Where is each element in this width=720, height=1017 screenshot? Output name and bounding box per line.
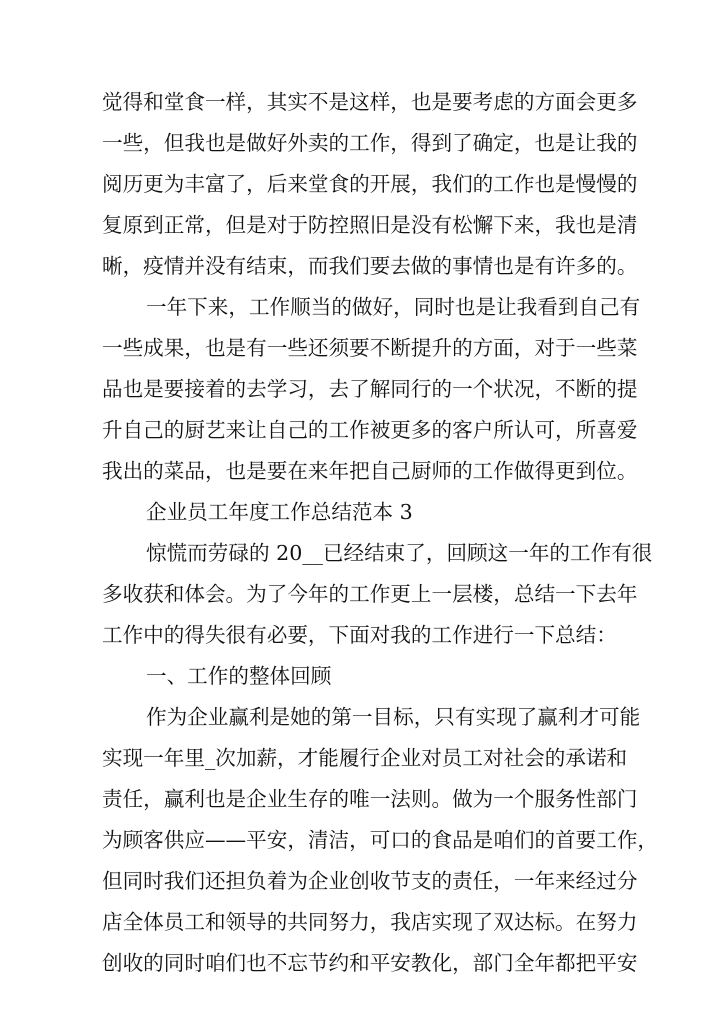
text-line: 实现一年里_次加薪，才能履行企业对员工对社会的承诺和 bbox=[102, 746, 628, 770]
text-line: 升自己的厨艺来让自己的工作被更多的客户所认可，所喜爱 bbox=[102, 418, 638, 442]
text-line: 店全体员工和领导的共同努力，我店实现了双达标。在努力 bbox=[102, 910, 638, 934]
text-line: 责任，赢利也是企业生存的唯一法则。做为一个服务性部门 bbox=[102, 787, 638, 811]
text-line: 一些成果，也是有一些还须要不断提升的方面，对于一些菜 bbox=[102, 336, 638, 360]
text-line: 觉得和堂食一样，其实不是这样，也是要考虑的方面会更多 bbox=[102, 90, 638, 114]
text-line: 创收的同时咱们也不忘节约和平安教化，部门全年都把平安 bbox=[102, 951, 638, 975]
text-line: 品也是要接着的去学习，去了解同行的一个状况，不断的提 bbox=[102, 377, 638, 401]
text-line: 工作中的得失很有必要，下面对我的工作进行一下总结： bbox=[102, 623, 617, 647]
subsection-heading: 一、工作的整体回顾 bbox=[146, 664, 332, 688]
section-heading: 企业员工年度工作总结范本 3 bbox=[146, 500, 413, 524]
text-line: 但同时我们还担负着为企业创收节支的责任，一年来经过分 bbox=[102, 869, 638, 893]
text-line: 一些，但我也是做好外卖的工作，得到了确定，也是让我的 bbox=[102, 131, 638, 155]
text-line: 多收获和体会。为了今年的工作更上一层楼，总结一下去年 bbox=[102, 582, 638, 606]
paragraph-first-line: 惊慌而劳碌的 20__已经结束了，回顾这一年的工作有很 bbox=[146, 541, 653, 565]
text-line: 为顾客供应——平安，清洁，可口的食品是咱们的首要工作， bbox=[102, 828, 659, 852]
text-line: 复原到正常，但是对于防控照旧是没有松懈下来，我也是清 bbox=[102, 213, 638, 237]
text-line: 我出的菜品，也是要在来年把自己厨师的工作做得更到位。 bbox=[102, 459, 638, 483]
paragraph-first-line: 一年下来，工作顺当的做好，同时也是让我看到自己有 bbox=[146, 295, 641, 319]
paragraph-first-line: 作为企业赢利是她的第一目标，只有实现了赢利才可能 bbox=[146, 705, 641, 729]
text-line: 阅历更为丰富了，后来堂食的开展，我们的工作也是慢慢的 bbox=[102, 172, 638, 196]
text-line: 晰，疫情并没有结束，而我们要去做的事情也是有许多的。 bbox=[102, 254, 638, 278]
